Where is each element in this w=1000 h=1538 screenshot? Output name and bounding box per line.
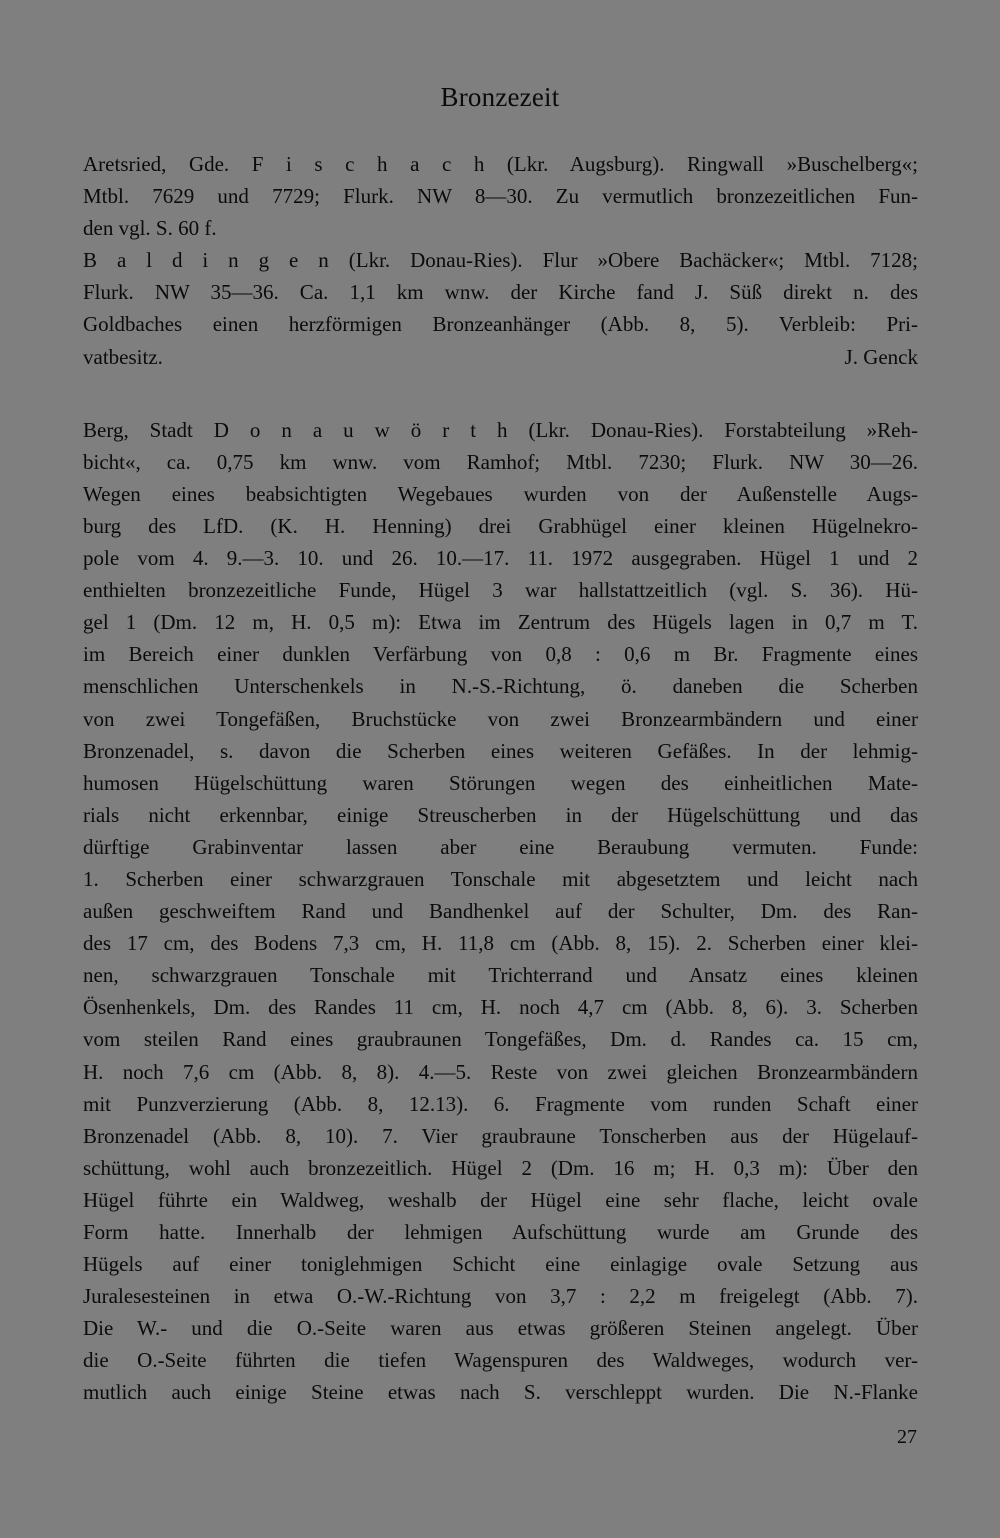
text-line: dürftige Grabinventar lassen aber eine Beraubung vermuten. Funde: — [83, 834, 918, 859]
text-line: Berg, Stadt D o n a u w ö r t h (Lkr. Donau-Ries). Forstabteilung »Reh- — [83, 417, 918, 442]
author-signature: J. Genck — [844, 344, 918, 369]
entry-aretsried — [83, 148, 918, 244]
page-number: 27 — [897, 1426, 917, 1448]
body-text — [83, 148, 918, 1409]
text-line: enthielten bronzezeitliche Funde, Hügel 3 war hallstattzeitlich (vgl. S. 36). Hü- — [83, 578, 918, 603]
text-line: Bronzenadel, s. davon die Scherben eines weiteren Gefäßes. In der lehmig- — [83, 738, 918, 763]
text-line: H. noch 7,6 cm (Abb. 8, 8). 4.—5. Reste von zwei gleichen Bronzearmbändern — [83, 1059, 918, 1084]
text-line: humosen Hügelschüttung waren Störungen wegen des einheitlichen Mate- — [83, 770, 918, 795]
text-line: menschlichen Unterschenkels in N.-S.-Richtung, ö. daneben die Scherben — [83, 674, 918, 699]
text-line: nen, schwarzgrauen Tonschale mit Trichterrand und Ansatz eines kleinen — [83, 963, 918, 988]
text-line: Goldbaches einen herzförmigen Bronzeanhänger (Abb. 8, 5). Verbleib: Pri- — [83, 312, 918, 337]
entry-baldingen — [83, 244, 918, 372]
entry-berg — [83, 414, 918, 1409]
text-line: Die W.- und die O.-Seite waren aus etwas größeren Steinen angelegt. Über — [83, 1316, 918, 1341]
text-line: von zwei Tongefäßen, Bruchstücke von zwei Bronzearmbändern und einer — [83, 706, 918, 731]
paragraph-gap — [83, 373, 918, 414]
text-line: den vgl. S. 60 f. — [83, 216, 217, 241]
text-line: Mtbl. 7629 und 7729; Flurk. NW 8—30. Zu vermutlich bronzezeitlichen Fun- — [83, 184, 918, 209]
text-line: Juralesesteinen in etwa O.-W.-Richtung von 3,7 : 2,2 m freigelegt (Abb. 7). — [83, 1284, 918, 1309]
text-line: des 17 cm, des Bodens 7,3 cm, H. 11,8 cm (Abb. 8, 15). 2. Scherben einer klei- — [83, 931, 918, 956]
text-line: Form hatte. Innerhalb der lehmigen Aufschüttung wurde am Grunde des — [83, 1220, 918, 1244]
text-line: rials nicht erkennbar, einige Streuscherben in der Hügelschüttung und das — [83, 802, 918, 827]
text-line: pole vom 4. 9.—3. 10. und 26. 10.—17. 11. 1972 ausgegraben. Hügel 1 und 2 — [83, 546, 918, 571]
text-line: bicht«, ca. 0,75 km wnw. vom Ramhof; Mtbl. 7230; Flurk. NW 30—26. — [83, 449, 918, 474]
text-line: 1. Scherben einer schwarzgrauen Tonschale mit abgesetztem und leicht nach — [83, 866, 918, 891]
text-line: Ösenhenkels, Dm. des Randes 11 cm, H. noch 4,7 cm (Abb. 8, 6). 3. Scherben — [83, 995, 918, 1020]
text-line: burg des LfD. (K. H. Henning) drei Grabhügel einer kleinen Hügelnekro- — [83, 513, 918, 538]
text-line: Wegen eines beabsichtigten Wegebaues wurden von der Außenstelle Augs- — [83, 481, 918, 506]
text-line: mit Punzverzierung (Abb. 8, 12.13). 6. Fragmente vom runden Schaft einer — [83, 1091, 918, 1116]
text-line: B a l d i n g e n (Lkr. Donau-Ries). Flur »Obere Bachäcker«; Mtbl. 7128; — [83, 248, 918, 273]
text-line: im Bereich einer dunklen Verfärbung von 0,8 : 0,6 m Br. Fragmente eines — [83, 642, 918, 667]
text-line: die O.-Seite führten die tiefen Wagenspuren des Waldweges, wodurch ver- — [83, 1348, 918, 1373]
text-line: Flurk. NW 35—36. Ca. 1,1 km wnw. der Kirche fand J. Süß direkt n. des — [83, 280, 918, 305]
text-line: schüttung, wohl auch bronzezeitlich. Hügel 2 (Dm. 16 m; H. 0,3 m): Über den — [83, 1155, 918, 1180]
running-header: Bronzezeit — [440, 82, 560, 112]
text-line: außen geschweiftem Rand und Bandhenkel auf der Schulter, Dm. des Ran- — [83, 899, 918, 924]
text-line: gel 1 (Dm. 12 m, H. 0,5 m): Etwa im Zentrum des Hügels lagen in 0,7 m T. — [83, 610, 918, 635]
text-line: Bronzenadel (Abb. 8, 10). 7. Vier graubraune Tonscherben aus der Hügelauf- — [83, 1123, 918, 1148]
text-line: Hügel führte ein Waldweg, weshalb der Hügel eine sehr flache, leicht ovale — [83, 1187, 918, 1212]
closing-line — [83, 341, 918, 373]
text-line: vom steilen Rand eines graubraunen Tongefäßes, Dm. d. Randes ca. 15 cm, — [83, 1027, 918, 1052]
text-line: mutlich auch einige Steine etwas nach S. verschleppt wurden. Die N.-Flanke — [83, 1380, 918, 1405]
text-line: Aretsried, Gde. F i s c h a c h (Lkr. Augsburg). Ringwall »Buschelberg«; — [83, 152, 918, 176]
closing-text: vatbesitz. — [83, 344, 163, 369]
text-line: Hügels auf einer toniglehmigen Schicht eine einlagige ovale Setzung aus — [83, 1252, 918, 1277]
